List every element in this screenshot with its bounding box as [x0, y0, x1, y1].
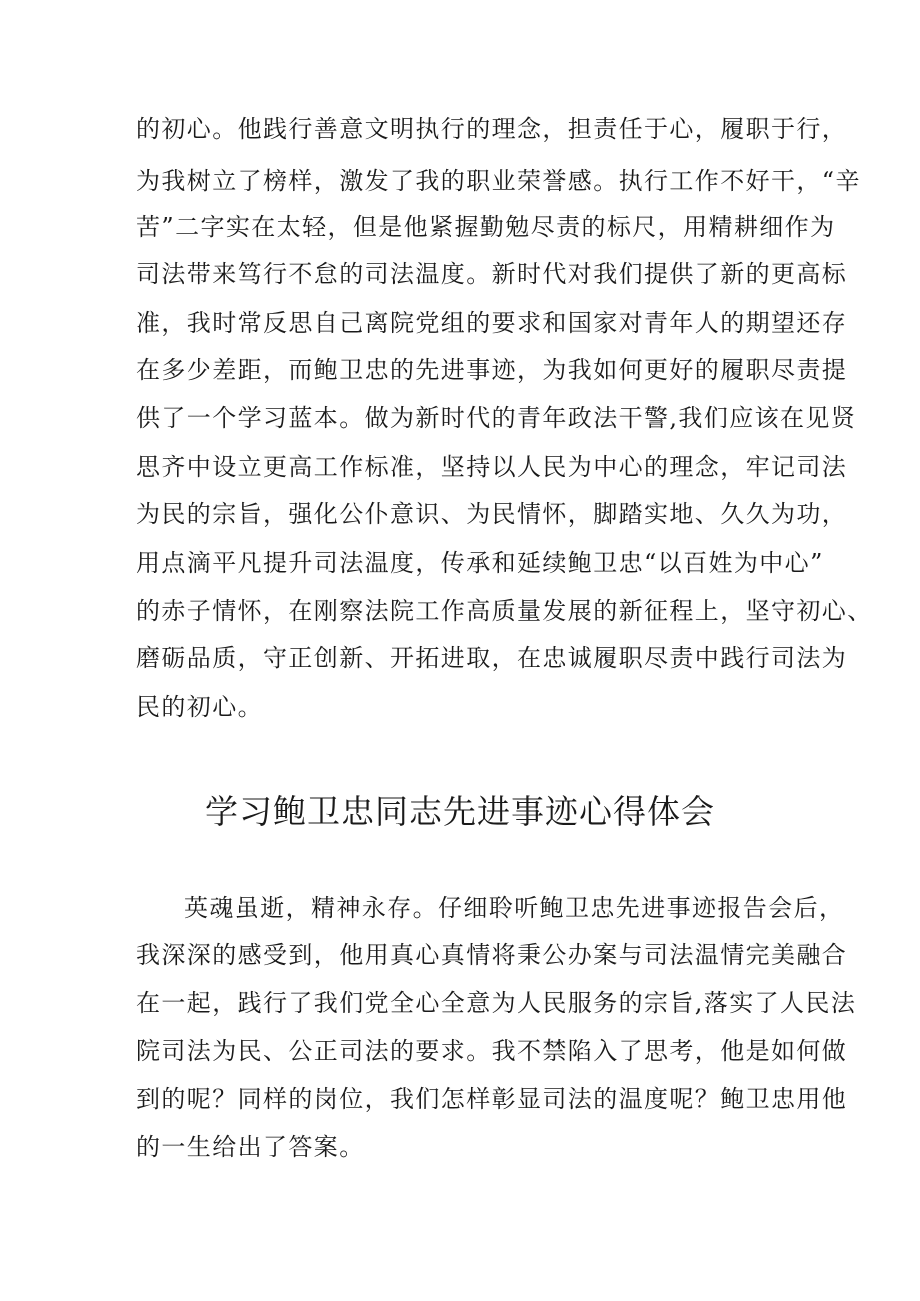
text-line: 在一起，践行了我们党全心全意为人民服务的宗旨,落实了人民法 — [136, 989, 857, 1017]
text-line: 为民的宗旨，强化公仆意识、为民情怀，脚踏实地、久久为功， — [136, 500, 848, 528]
text-line: 在多少差距，而鲍卫忠的先进事迹，为我如何更好的履职尽责提 — [136, 356, 848, 384]
text-line: 英魂虽逝，精神永存。仔细聆听鲍卫忠先进事迹报告会后， — [184, 894, 845, 922]
text-line: 思齐中设立更高工作标准，坚持以人民为中心的理念，牢记司法 — [136, 453, 848, 481]
text-line: 供了一个学习蓝本。做为新时代的青年政法干警,我们应该在见贤 — [136, 404, 857, 432]
text-line: 到的呢？同样的岗位，我们怎样彰显司法的温度呢？鲍卫忠用他 — [136, 1085, 848, 1113]
text-line: 院司法为民、公正司法的要求。我不禁陷入了思考，他是如何做 — [136, 1037, 848, 1065]
text-line: 用点滴平凡提升司法温度，传承和延续鲍卫忠“以百姓为中心” — [136, 549, 824, 577]
text-line: 准，我时常反思自己离院党组的要求和国家对青年人的期望还存 — [136, 309, 848, 337]
text-line: 民的初心。 — [136, 693, 263, 721]
text-line: 磨砺品质，守正创新、开拓进取，在忠诚履职尽责中践行司法为 — [136, 644, 848, 672]
text-line: 苦”二字实在太轻，但是他紧握勤勉尽责的标尺，用精耕细作为 — [136, 213, 836, 241]
text-line: 为我树立了榜样，激发了我的职业荣誉感。执行工作不好干，“辛 — [136, 167, 861, 195]
text-line: 的一生给出了答案。 — [136, 1133, 365, 1161]
text-line: 我深深的感受到，他用真心真情将秉公办案与司法温情完美融合 — [136, 941, 848, 969]
text-line: 的初心。他践行善意文明执行的理念，担责任于心，履职于行， — [136, 115, 848, 143]
text-line: 的赤子情怀，在刚察法院工作高质量发展的新征程上，坚守初心、 — [136, 597, 873, 625]
text-line: 司法带来笃行不怠的司法温度。新时代对我们提供了新的更高标 — [136, 260, 848, 288]
section-title: 学习鲍卫忠同志先进事迹心得体会 — [205, 792, 715, 831]
